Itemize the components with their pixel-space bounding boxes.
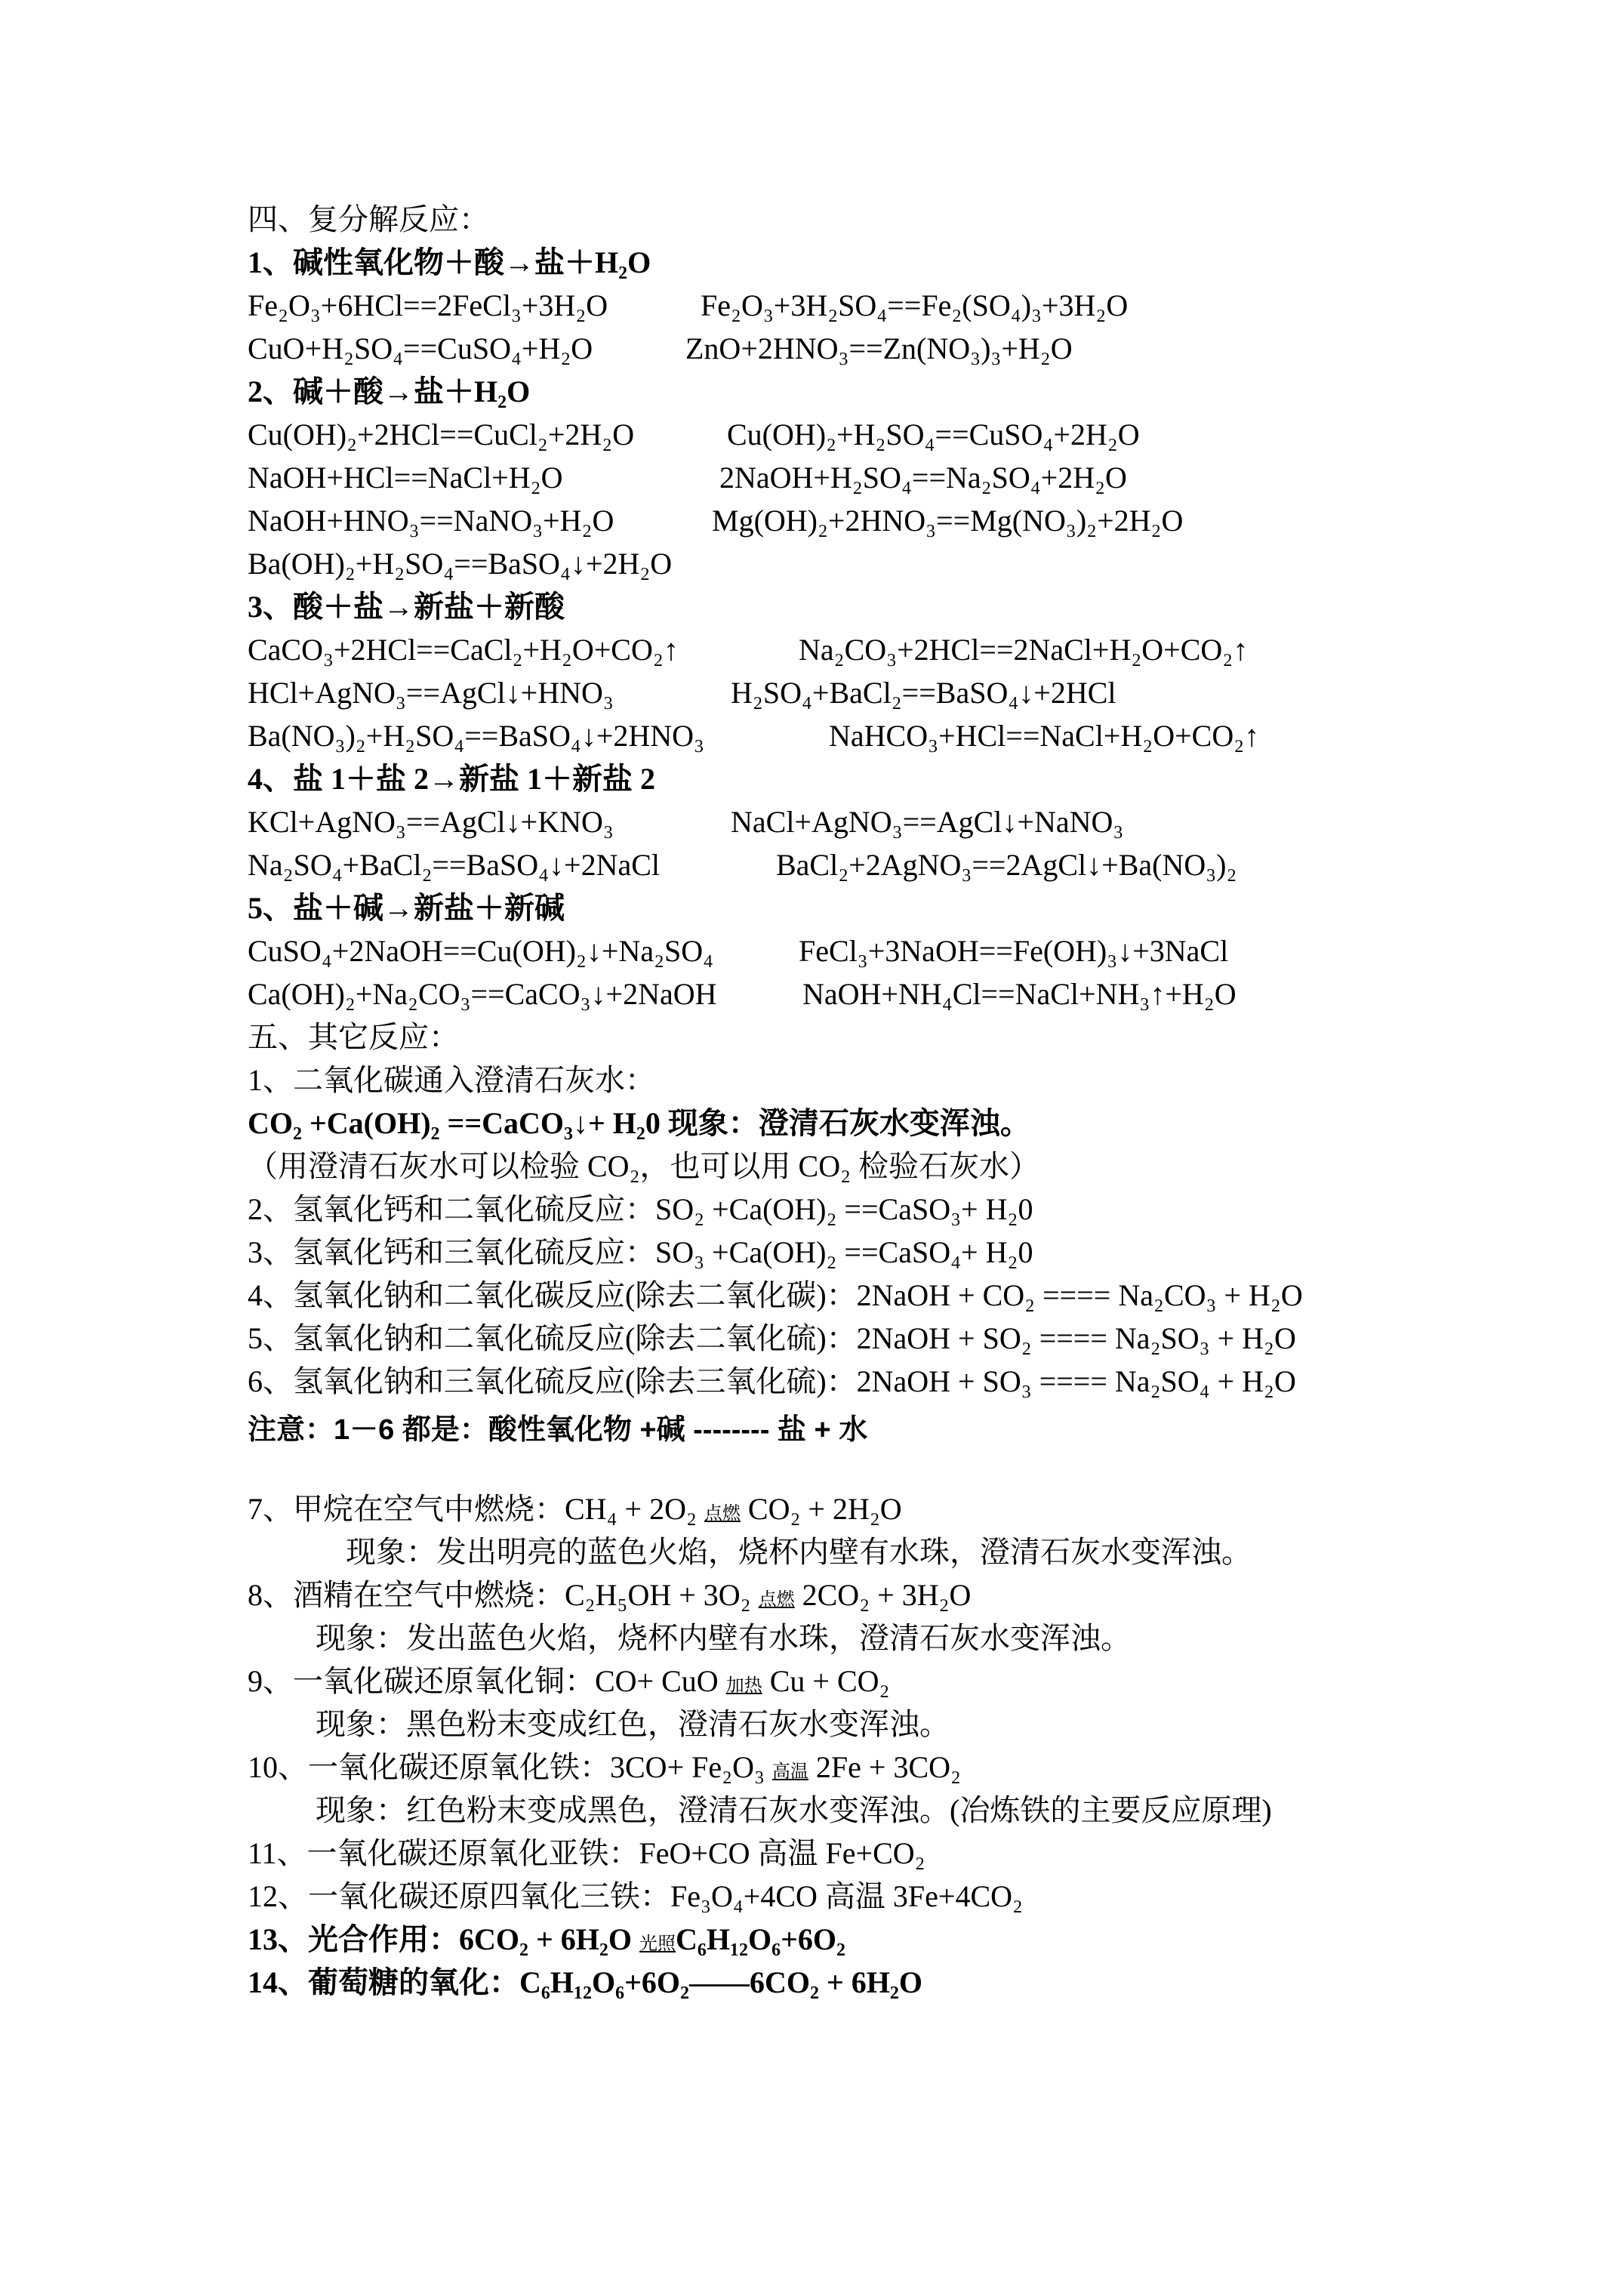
- observation-text: 现象：发出明亮的蓝色火焰，烧杯内壁有水珠，澄清石灰水变浑浊。: [346, 1535, 1252, 1569]
- equation: FeCl₃+3NaOH==Fe(OH)₃↓+3NaCl: [799, 934, 1229, 968]
- equation: 2NaOH+H₂SO₄==Na₂SO₄+2H₂O: [719, 461, 1127, 495]
- group-1-title: [248, 241, 1455, 284]
- equation: 14、葡萄糖的氧化：C₆H₁₂O₆+6O₂——6CO₂ + 6H₂O: [248, 1965, 922, 1999]
- reaction-8: [248, 1573, 1455, 1616]
- reactants: 9、一氧化碳还原氧化铜：CO+ CuO: [248, 1664, 719, 1698]
- reaction-8-observation: [248, 1616, 1455, 1660]
- note-text: 注意：1－6 都是：酸性氧化物 +碱 -------- 盐 + 水: [248, 1414, 868, 1446]
- equation: 5、氢氧化钠和二氧化硫反应(除去二氧化硫)：2NaOH + SO₂ ==== Na₂SO₃ + H₂O: [248, 1321, 1296, 1355]
- reaction-5: [248, 1317, 1455, 1360]
- equation: 11、一氧化碳还原氧化亚铁：FeO+CO 高温 Fe+CO₂: [248, 1836, 925, 1870]
- group-2-title: [248, 370, 1455, 413]
- condition-label: 点燃: [758, 1590, 795, 1610]
- observation-text: 现象：红色粉末变成黑色，澄清石灰水变浑浊。(冶炼铁的主要反应原理): [316, 1793, 1272, 1827]
- equation: H₂SO₄+BaCl₂==BaSO₄↓+2HCl: [731, 676, 1116, 710]
- equation: Mg(OH)₂+2HNO₃==Mg(NO₃)₂+2H₂O: [712, 504, 1184, 538]
- products: 2Fe + 3CO₂: [815, 1750, 961, 1784]
- equation: NaOH+HNO₃==NaNO₃+H₂O: [248, 504, 614, 538]
- products: CO₂ + 2H₂O: [747, 1492, 902, 1526]
- equation: 3、氢氧化钙和三氧化硫反应：SO₃ +Ca(OH)₂ ==CaSO₄+ H₂0: [248, 1235, 1033, 1269]
- document-body: [248, 198, 1455, 2004]
- equation: 2、氢氧化钙和二氧化硫反应：SO₂ +Ca(OH)₂ ==CaSO₃+ H₂0: [248, 1192, 1033, 1226]
- equation: CuO+H₂SO₄==CuSO₄+H₂O: [248, 331, 593, 365]
- equation-line: [248, 499, 1455, 542]
- reaction-9: [248, 1660, 1455, 1703]
- section-4-heading: [248, 198, 1455, 241]
- equation: Na₂CO₃+2HCl==2NaCl+H₂O+CO₂↑: [799, 633, 1249, 667]
- title-text: 1、二氧化碳通入澄清石灰水：: [248, 1063, 655, 1097]
- reaction-6: [248, 1360, 1455, 1403]
- equation-line: [248, 284, 1455, 327]
- equation-line: [248, 327, 1455, 370]
- reactants: 13、光合作用：6CO₂ + 6H₂O: [248, 1922, 633, 1956]
- equation: Ba(OH)₂+H₂SO₄==BaSO₄↓+2H₂O: [248, 547, 673, 581]
- title-text: 2、碱＋酸→盐＋H₂O: [248, 374, 531, 408]
- equation-line: [248, 671, 1455, 714]
- reaction-10-observation: [248, 1789, 1455, 1832]
- equation: CuSO₄+2NaOH==Cu(OH)₂↓+Na₂SO₄: [248, 934, 714, 968]
- equation: Ba(NO₃)₂+H₂SO₄==BaSO₄↓+2HNO₃: [248, 719, 704, 753]
- reaction-7-observation: [248, 1530, 1455, 1573]
- condition-label: 加热: [725, 1676, 762, 1696]
- equation: 4、氢氧化钠和二氧化碳反应(除去二氧化碳)：2NaOH + CO₂ ==== Na₂CO₃ + H₂O: [248, 1278, 1303, 1312]
- reaction-2: [248, 1188, 1455, 1231]
- section-5-heading: [248, 1015, 1455, 1059]
- group-3-title: [248, 585, 1455, 628]
- title-text: 1、碱性氧化物＋酸→盐＋H₂O: [248, 245, 651, 279]
- equation-line: [248, 456, 1455, 499]
- equation: KCl+AgNO₃==AgCl↓+KNO₃: [248, 805, 614, 839]
- equation: Cu(OH)₂+H₂SO₄==CuSO₄+2H₂O: [727, 418, 1140, 451]
- equation: Fe₂O₃+3H₂SO₄==Fe₂(SO₄)₃+3H₂O: [701, 288, 1129, 322]
- reaction-1-note: [248, 1145, 1455, 1188]
- equation: BaCl₂+2AgNO₃==2AgCl↓+Ba(NO₃)₂: [776, 848, 1237, 882]
- equation: CO₂ +Ca(OH)₂ ==CaCO₃↓+ H₂0 现象：澄清石灰水变浑浊。: [248, 1106, 1030, 1140]
- products: Cu + CO₂: [769, 1664, 890, 1698]
- equation-line: [248, 413, 1455, 456]
- condition-label: 光照: [639, 1934, 676, 1954]
- reaction-1-equation: [248, 1102, 1455, 1145]
- equation: NaOH+HCl==NaCl+H₂O: [248, 461, 563, 495]
- condition-label: 点燃: [704, 1504, 741, 1524]
- products: C₆H₁₂O₆+6O₂: [676, 1922, 845, 1956]
- reaction-10: [248, 1746, 1455, 1789]
- equation: 12、一氧化碳还原四氧化三铁：Fe₃O₄+4CO 高温 3Fe+4CO₂: [248, 1879, 1023, 1913]
- reaction-11: [248, 1832, 1455, 1875]
- title-text: 5、盐＋碱→新盐＋新碱: [248, 891, 565, 925]
- equation: HCl+AgNO₃==AgCl↓+HNO₃: [248, 676, 614, 710]
- equation-line: [248, 542, 1455, 585]
- reaction-1-title: [248, 1059, 1455, 1102]
- equation: ZnO+2HNO₃==Zn(NO₃)₃+H₂O: [685, 331, 1073, 365]
- equation-line: [248, 929, 1455, 972]
- reaction-14: [248, 1961, 1455, 2004]
- equation: Fe₂O₃+6HCl==2FeCl₃+3H₂O: [248, 288, 608, 322]
- note-line: [248, 1403, 1455, 1457]
- group-4-title: [248, 757, 1455, 800]
- reaction-9-observation: [248, 1703, 1455, 1746]
- title-text: 3、酸＋盐→新盐＋新酸: [248, 590, 565, 624]
- heading-text: 四、复分解反应：: [248, 202, 489, 236]
- reaction-12: [248, 1875, 1455, 1918]
- group-5-title: [248, 886, 1455, 929]
- heading-text: 五、其它反应：: [248, 1020, 459, 1054]
- equation: Cu(OH)₂+2HCl==CuCl₂+2H₂O: [248, 418, 635, 451]
- title-text: 4、盐 1＋盐 2→新盐 1＋新盐 2: [248, 762, 655, 796]
- reactants: 7、甲烷在空气中燃烧：CH₄ + 2O₂: [248, 1492, 697, 1526]
- equation: 6、氢氧化钠和三氧化硫反应(除去三氧化硫)：2NaOH + SO₃ ==== Na₂SO₄ + H₂O: [248, 1364, 1296, 1398]
- condition-label: 高温: [771, 1762, 808, 1782]
- equation: Ca(OH)₂+Na₂CO₃==CaCO₃↓+2NaOH: [248, 977, 717, 1011]
- equation: NaOH+NH₄Cl==NaCl+NH₃↑+H₂O: [802, 977, 1236, 1011]
- equation: NaHCO₃+HCl==NaCl+H₂O+CO₂↑: [829, 719, 1260, 753]
- equation: CaCO₃+2HCl==CaCl₂+H₂O+CO₂↑: [248, 633, 679, 667]
- reactants: 10、一氧化碳还原氧化铁：3CO+ Fe₂O₃: [248, 1750, 765, 1784]
- observation-text: 现象：黑色粉末变成红色，澄清石灰水变浑浊。: [316, 1707, 950, 1741]
- spacer: [248, 1457, 1455, 1487]
- equation: Na₂SO₄+BaCl₂==BaSO₄↓+2NaCl: [248, 848, 661, 882]
- equation: NaCl+AgNO₃==AgCl↓+NaNO₃: [731, 805, 1124, 839]
- note-text: （用澄清石灰水可以检验 CO₂，也可以用 CO₂ 检验石灰水）: [248, 1149, 1040, 1183]
- equation-line: [248, 843, 1455, 886]
- reaction-4: [248, 1274, 1455, 1317]
- equation-line: [248, 714, 1455, 757]
- reaction-3: [248, 1231, 1455, 1274]
- reaction-13: [248, 1918, 1455, 1961]
- observation-text: 现象：发出蓝色火焰，烧杯内壁有水珠，澄清石灰水变浑浊。: [316, 1621, 1131, 1655]
- reaction-7: [248, 1487, 1455, 1530]
- equation-line: [248, 800, 1455, 843]
- equation-line: [248, 972, 1455, 1015]
- products: 2CO₂ + 3H₂O: [802, 1578, 972, 1612]
- reactants: 8、酒精在空气中燃烧：C₂H₅OH + 3O₂: [248, 1578, 751, 1612]
- equation-line: [248, 628, 1455, 671]
